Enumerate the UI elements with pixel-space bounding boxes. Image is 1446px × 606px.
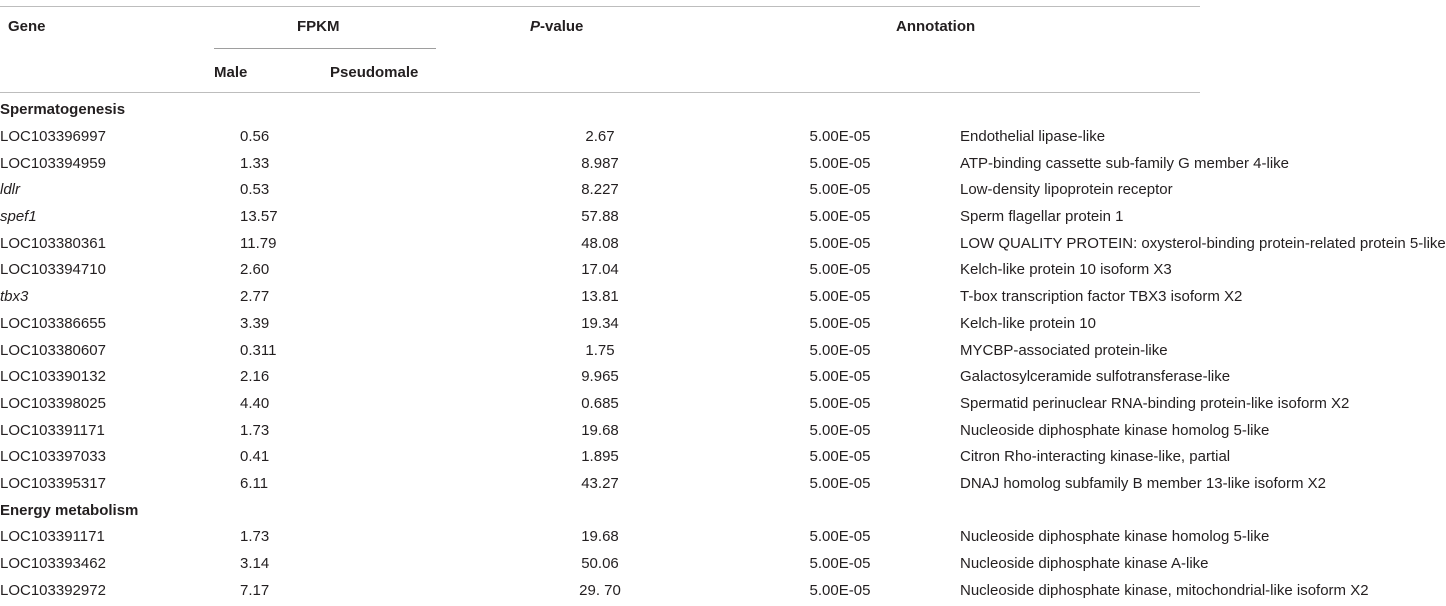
pvalue-cell: 5.00E-05 [809,394,871,412]
top-rule [0,6,1200,7]
pseudomale-fpkm-cell: 0.685 [581,394,619,412]
annotation-cell: Nucleoside diphosphate kinase A-like [960,555,1209,573]
section-title: Energy metabolism [0,501,139,519]
pvalue-cell: 5.00E-05 [809,261,871,279]
pseudomale-fpkm-cell: 48.08 [581,234,619,252]
table-row [0,577,1200,604]
header-pvalue [530,18,583,36]
pvalue-cell: 5.00E-05 [809,154,871,172]
annotation-cell: DNAJ homolog subfamily B member 13-like isoform X2 [960,474,1326,492]
table-row [0,311,1200,338]
pseudomale-fpkm-cell: 1.75 [585,341,615,359]
male-fpkm-cell: 11.79 [240,234,277,252]
pvalue-cell: 5.00E-05 [809,181,871,199]
pseudomale-fpkm-cell: 29. 70 [579,581,621,599]
pseudomale-fpkm-cell: 2.67 [585,128,615,146]
male-fpkm-cell: 0.53 [240,181,270,199]
gene-cell: spef1 [0,208,37,226]
header-pseudomale: Pseudomale [330,64,419,81]
pseudomale-fpkm-cell: 57.88 [581,208,619,226]
table-row [0,551,1200,578]
gene-cell: LOC103386655 [0,314,106,332]
header-gene: Gene [8,18,46,35]
gene-cell: LOC103392972 [0,581,106,599]
table-row [0,284,1200,311]
male-fpkm-cell: 7.17 [240,581,270,599]
pseudomale-fpkm-cell: 19.68 [581,421,619,439]
male-fpkm-cell: 13.57 [240,208,278,226]
male-fpkm-cell: 2.16 [240,368,270,386]
annotation-cell: Galactosylceramide sulfotransferase-like [960,368,1231,386]
pseudomale-fpkm-cell: 50.06 [581,555,619,573]
gene-cell: LOC103380607 [0,341,106,359]
annotation-cell: Nucleoside diphosphate kinase homolog 5-like [960,528,1270,546]
pseudomale-fpkm-cell: 9.965 [581,368,619,386]
header-male: Male [214,64,248,81]
pvalue-cell: 5.00E-05 [809,474,871,492]
pvalue-cell: 5.00E-05 [809,314,871,332]
male-fpkm-cell: 1.33 [240,154,270,172]
data-table [0,97,1446,604]
gene-cell: LOC103380361 [0,234,106,252]
male-fpkm-cell: 0.56 [240,128,270,146]
pseudomale-fpkm-cell: 13.81 [581,288,619,306]
annotation-cell: Sperm flagellar protein 1 [960,208,1124,226]
pvalue-cell: 5.00E-05 [809,208,871,226]
gene-cell: LOC103391171 [0,421,105,439]
gene-cell: LOC103396997 [0,128,106,146]
male-fpkm-cell: 1.73 [240,421,270,439]
section-title: Spermatogenesis [0,101,126,119]
annotation-cell: Low-density lipoprotein receptor [960,181,1173,199]
gene-cell: ldlr [0,181,21,199]
gene-cell: LOC103391171 [0,528,105,546]
gene-cell: LOC103393462 [0,555,106,573]
pvalue-cell: 5.00E-05 [809,368,871,386]
table-row [0,444,1200,471]
pseudomale-fpkm-cell: 8.227 [581,181,619,199]
header-annotation: Annotation [896,18,976,35]
annotation-cell: Kelch-like protein 10 [960,314,1096,332]
annotation-cell: ATP-binding cassette sub-family G member 4-like [960,154,1290,172]
header-rule [0,92,1200,93]
male-fpkm-cell: 3.39 [240,314,270,332]
gene-cell: LOC103394710 [0,261,106,279]
section-row [0,497,1200,524]
pvalue-cell: 5.00E-05 [809,555,871,573]
table-row [0,337,1200,364]
table-row [0,177,1200,204]
table-row [0,417,1200,444]
table-row [0,124,1200,151]
annotation-cell: Spermatid perinuclear RNA-binding protein-like isoform X2 [960,394,1350,412]
gene-cell: tbx3 [0,288,29,306]
table-row [0,150,1200,177]
table-row [0,471,1200,498]
annotation-cell: Nucleoside diphosphate kinase, mitochondrial-like isoform X2 [960,581,1369,599]
section-row [0,97,1200,124]
header-fpkm: FPKM [297,18,340,35]
gene-cell: LOC103394959 [0,154,106,172]
annotation-cell: Nucleoside diphosphate kinase homolog 5-like [960,421,1270,439]
pvalue-cell: 5.00E-05 [809,421,871,439]
header-pvalue-italic: P [530,18,541,35]
pseudomale-fpkm-cell: 43.27 [581,474,619,492]
pseudomale-fpkm-cell: 19.68 [581,528,619,546]
male-fpkm-cell: 4.40 [240,394,270,412]
pvalue-cell: 5.00E-05 [809,234,871,252]
gene-cell: LOC103398025 [0,394,106,412]
fpkm-span-rule [214,48,436,49]
pvalue-cell: 5.00E-05 [809,448,871,466]
annotation-cell: LOW QUALITY PROTEIN: oxysterol-binding protein-related protein 5-like [960,234,1446,252]
table-row [0,257,1200,284]
pseudomale-fpkm-cell: 8.987 [581,154,619,172]
table-row [0,204,1200,231]
header-pvalue-rest: -value [540,18,584,35]
male-fpkm-cell: 2.60 [240,261,270,279]
pseudomale-fpkm-cell: 1.895 [581,448,619,466]
pvalue-cell: 5.00E-05 [809,288,871,306]
pvalue-cell: 5.00E-05 [809,581,871,599]
table-row [0,230,1200,257]
gene-cell: LOC103390132 [0,368,106,386]
annotation-cell: MYCBP-associated protein-like [960,341,1168,359]
annotation-cell: Citron Rho-interacting kinase-like, partial [960,448,1231,466]
male-fpkm-cell: 3.14 [240,555,270,573]
pvalue-cell: 5.00E-05 [809,128,871,146]
table-row [0,364,1200,391]
gene-cell: LOC103395317 [0,474,106,492]
annotation-cell: Endothelial lipase-like [960,128,1106,146]
annotation-cell: T-box transcription factor TBX3 isoform X2 [960,288,1243,306]
table-body [0,97,1446,604]
pvalue-cell: 5.00E-05 [809,341,871,359]
pseudomale-fpkm-cell: 17.04 [581,261,619,279]
male-fpkm-cell: 0.41 [240,448,270,466]
table-row [0,524,1200,551]
pvalue-cell: 5.00E-05 [809,528,871,546]
table-row [0,391,1200,418]
male-fpkm-cell: 2.77 [240,288,270,306]
male-fpkm-cell: 0.311 [240,341,277,359]
male-fpkm-cell: 1.73 [240,528,270,546]
pseudomale-fpkm-cell: 19.34 [581,314,619,332]
male-fpkm-cell: 6.11 [240,474,269,492]
gene-cell: LOC103397033 [0,448,106,466]
annotation-cell: Kelch-like protein 10 isoform X3 [960,261,1172,279]
